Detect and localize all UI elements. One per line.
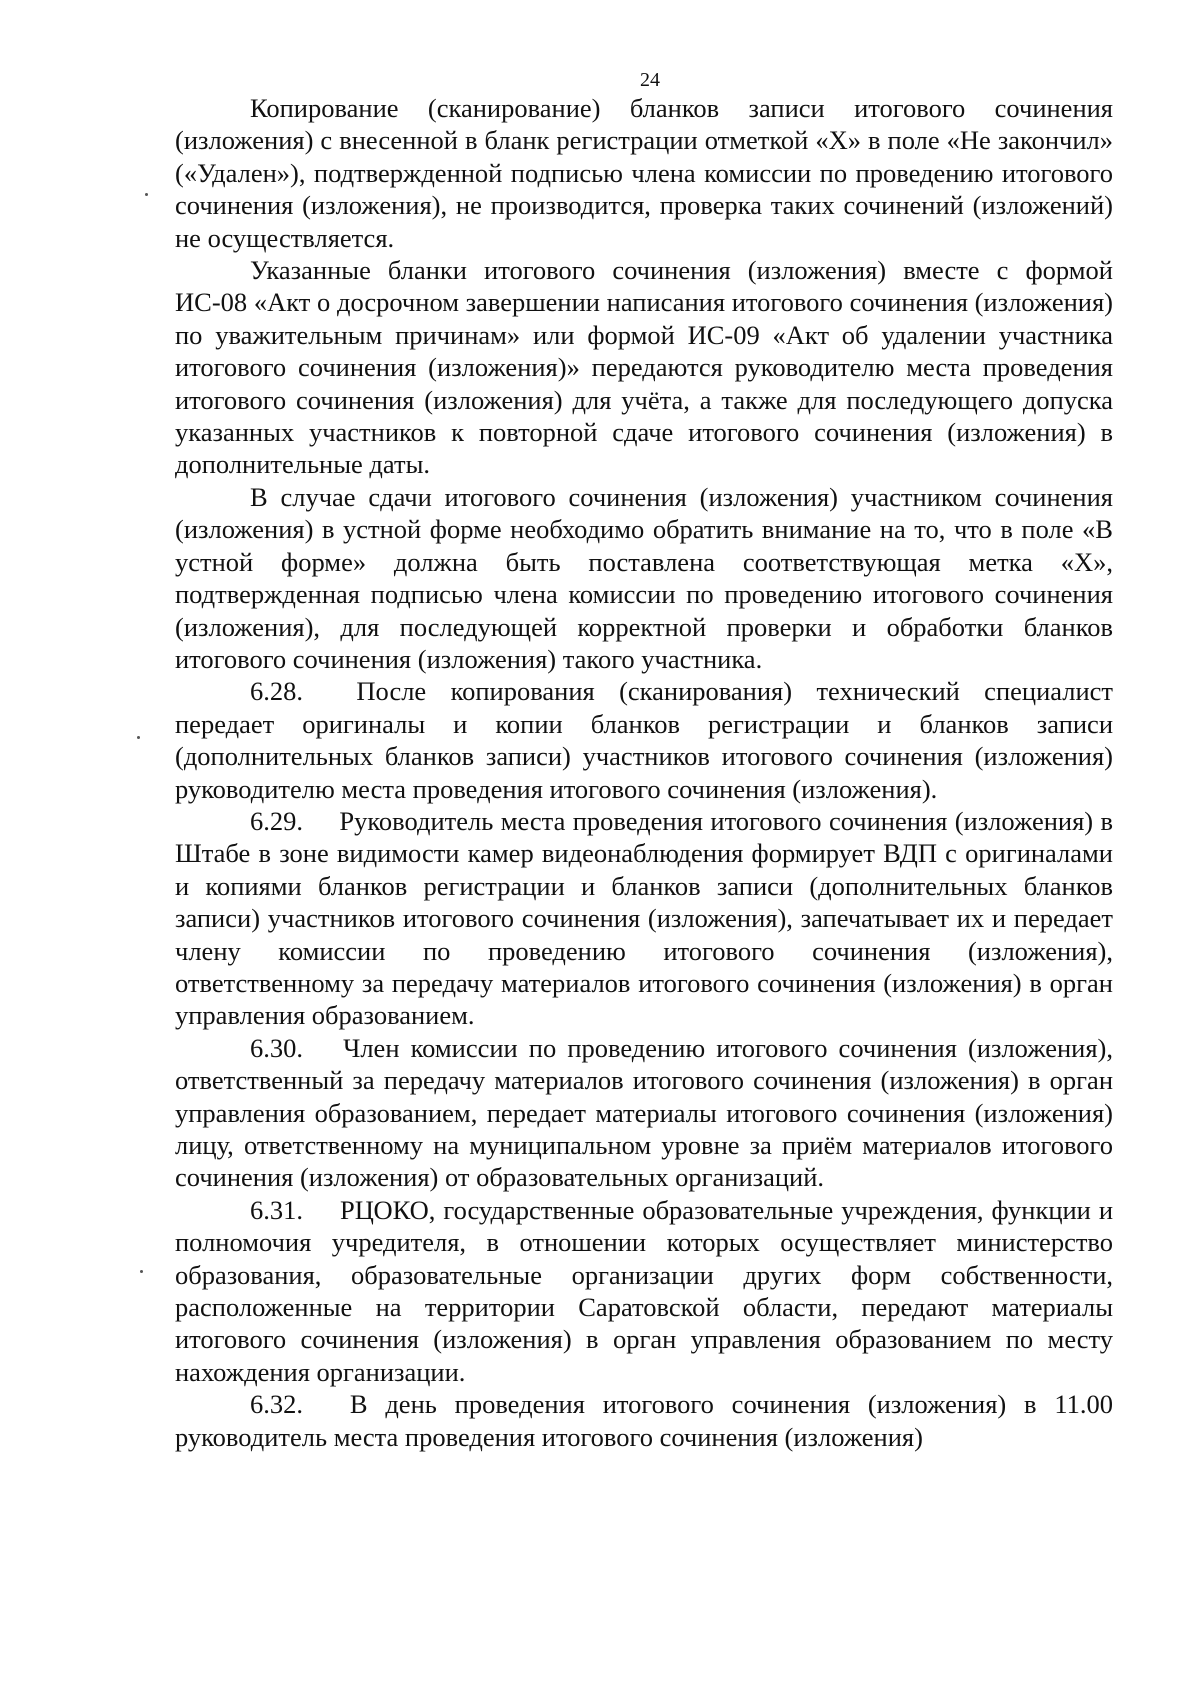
paragraph-number: 6.32. (250, 1389, 303, 1420)
paragraph-text: В день проведения итогового сочинения (изложения) в 11.00 руководитель места проведения итогового сочинения (изложения) (175, 1389, 1114, 1452)
paragraph-text: После копирования (сканирования) технический специалист передает оригиналы и копии бланков регистрации и бланков записи (дополнительных бланков записи) участников итогового сочинения (изложения) руководителю места проведения итогового сочинения (изложения). (175, 676, 1113, 804)
paragraph-number: 6.28. (250, 676, 303, 707)
paragraph-text: Копирование (сканирование) бланков записи итогового сочинения (изложения) с внесенной в бланк регистрации отметкой «X» в поле «Не закончил» («Удален»), подтвержденной подписью члена комиссии по проведению итогового сочинения (изложения), не производится, проверка таких сочинений (изложений) не осуществляется. (175, 93, 1113, 253)
paragraph (175, 254, 1113, 481)
paragraph-number: 6.31. (250, 1194, 303, 1225)
paragraph-text: Руководитель места проведения итогового сочинения (изложения) в Штабе в зоне видимости камер видеонаблюдения формирует ВДП с оригиналами и копиями бланков регистрации и бланков записи (дополнительных бланков записи) участников итогового сочинения (изложения), запечатывает их и передает члену комиссии по проведению итогового сочинения (изложения), ответственному за передачу материалов итогового сочинения (изложения) в орган управления образованием. (175, 805, 1113, 1031)
document-body (175, 92, 1113, 1453)
paragraph-number: 6.30. (250, 1032, 303, 1063)
paragraph (175, 481, 1113, 675)
numbered-paragraph (175, 1032, 1113, 1194)
margin-mark (145, 193, 148, 196)
numbered-paragraph (175, 805, 1113, 1032)
paragraph-number: 6.29. (250, 805, 303, 836)
paragraph-text: РЦОКО, государственные образовательные учреждения, функции и полномочия учредителя, в отношении которых осуществляет министерство образования, образовательные организации других форм собственности, расположенные на территории Саратовской области, передают материалы итогового сочинения (изложения) в орган управления образованием по месту нахождения организации. (175, 1194, 1114, 1387)
paragraph-text: В случае сдачи итогового сочинения (изложения) участником сочинения (изложения) в устной форме необходимо обратить внимание на то, что в поле «В устной форме» должна быть поставлена соответствующая метка «X», подтвержденная подписью члена комиссии по проведению итогового сочинения (изложения), для последующей корректной проверки и обработки бланков итогового сочинения (изложения) такого участника. (175, 481, 1113, 674)
paragraph (175, 92, 1113, 254)
numbered-paragraph (175, 675, 1113, 805)
margin-mark (137, 736, 140, 739)
numbered-paragraph (175, 1388, 1113, 1453)
page-number: 24 (640, 69, 660, 91)
paragraph-text: Член комиссии по проведению итогового сочинения (изложения), ответственный за передачу материалов итогового сочинения (изложения) в орган управления образованием, передает материалы итогового сочинения (изложения) лицу, ответственному на муниципальном уровне за приём материалов итогового сочинения (изложения) от образовательных организаций. (175, 1032, 1113, 1193)
numbered-paragraph (175, 1194, 1113, 1388)
paragraph-text: Указанные бланки итогового сочинения (изложения) вместе с формой ИС-08 «Акт о досрочном завершении написания итогового сочинения (изложения) по уважительным причинам» или формой ИС-09 «Акт об удалении участника итогового сочинения (изложения)» передаются руководителю места проведения итогового сочинения (изложения) для учёта, а также для последующего допуска указанных участников к повторной сдаче итогового сочинения (изложения) в дополнительные даты. (175, 255, 1113, 480)
margin-mark (140, 1270, 143, 1273)
